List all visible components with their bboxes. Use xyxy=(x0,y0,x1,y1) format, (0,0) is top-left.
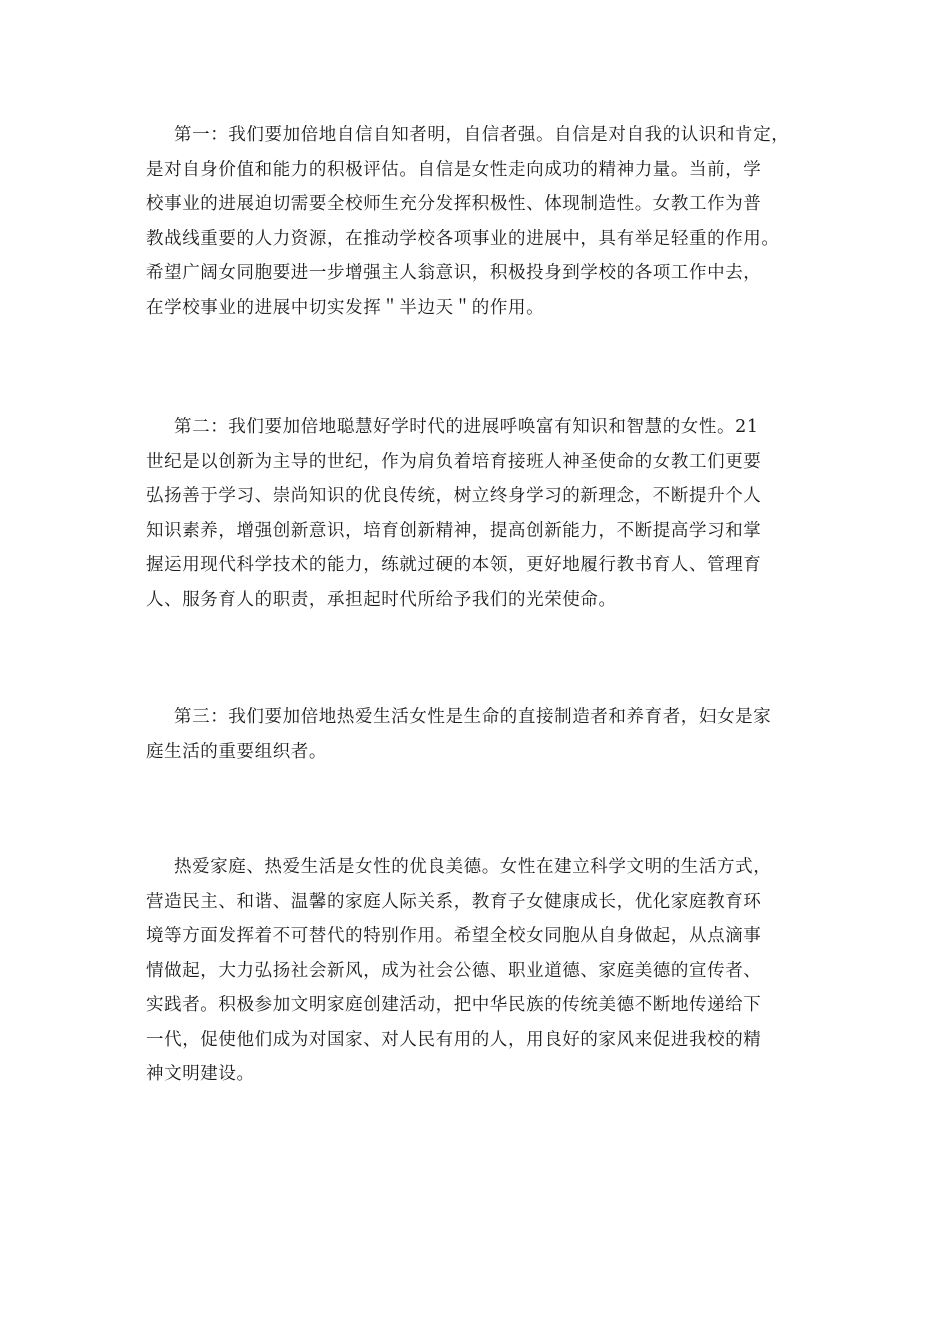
paragraph-line: 教战线重要的人力资源，在推动学校各项事业的进展中，具有举足轻重的作用。 xyxy=(146,228,780,249)
paragraph-line: 是对自身价值和能力的积极评估。自信是女性走向成功的精神力量。当前，学 xyxy=(146,159,762,180)
paragraph-line: 情做起，大力弘扬社会新风，成为社会公德、职业道德、家庭美德的宣传者、 xyxy=(146,960,762,981)
paragraph-line: 希望广阔女同胞要进一步增强主人翁意识，积极投身到学校的各项工作中去， xyxy=(146,263,762,283)
paragraph-line: 庭生活的重要组织者。 xyxy=(146,741,327,762)
paragraph-third-life xyxy=(146,700,836,769)
paragraph-line: 一代，促使他们成为对国家、对人民有用的人，用良好的家风来促进我校的精 xyxy=(146,1029,762,1050)
paragraph-first-confidence xyxy=(146,118,836,325)
paragraph-line: 弘扬善于学习、崇尚知识的优良传统，树立终身学习的新理念，不断提升个人 xyxy=(146,486,762,506)
paragraph-line: 神文明建设。 xyxy=(146,1064,255,1084)
paragraph-line: 在学校事业的进展中切实发挥＂半边天＂的作用。 xyxy=(146,297,545,318)
paragraph-line: 世纪是以创新为主导的世纪，作为肩负着培育接班人神圣使命的女教工们更要 xyxy=(146,451,762,472)
paragraph-line: 第一：我们要加倍地自信自知者明，自信者强。自信是对自我的认识和肯定， xyxy=(174,125,790,145)
paragraph-line: 知识素养，增强创新意识，培育创新精神，提高创新能力，不断提高学习和掌 xyxy=(146,520,762,541)
paragraph-line: 握运用现代科学技术的能力，练就过硬的本领，更好地履行教书育人、管理育 xyxy=(146,555,762,575)
paragraph-line: 第三：我们要加倍地热爱生活女性是生命的直接制造者和养育者，妇女是家 xyxy=(174,707,772,727)
paragraph-line: 实践者。积极参加文明家庭创建活动，把中华民族的传统美德不断地传递给下 xyxy=(146,995,762,1015)
paragraph-second-learning xyxy=(146,410,836,617)
paragraph-line: 第二：我们要加倍地聪慧好学时代的进展呼唤富有知识和智慧的女性。21 xyxy=(174,417,759,437)
paragraph-family-virtue xyxy=(146,850,836,1092)
paragraph-line: 境等方面发挥着不可替代的特别作用。希望全校女同胞从自身做起，从点滴事 xyxy=(146,926,762,946)
paragraph-line: 热爱家庭、热爱生活是女性的优良美德。女性在建立科学文明的生活方式， xyxy=(174,857,772,877)
paragraph-line: 校事业的进展迫切需要全校师生充分发挥积极性、体现制造性。女教工作为普 xyxy=(146,194,762,214)
paragraph-line: 营造民主、和谐、温馨的家庭人际关系，教育子女健康成长，优化家庭教育环 xyxy=(146,891,762,912)
paragraph-line: 人、服务育人的职责，承担起时代所给予我们的光荣使命。 xyxy=(146,589,617,610)
